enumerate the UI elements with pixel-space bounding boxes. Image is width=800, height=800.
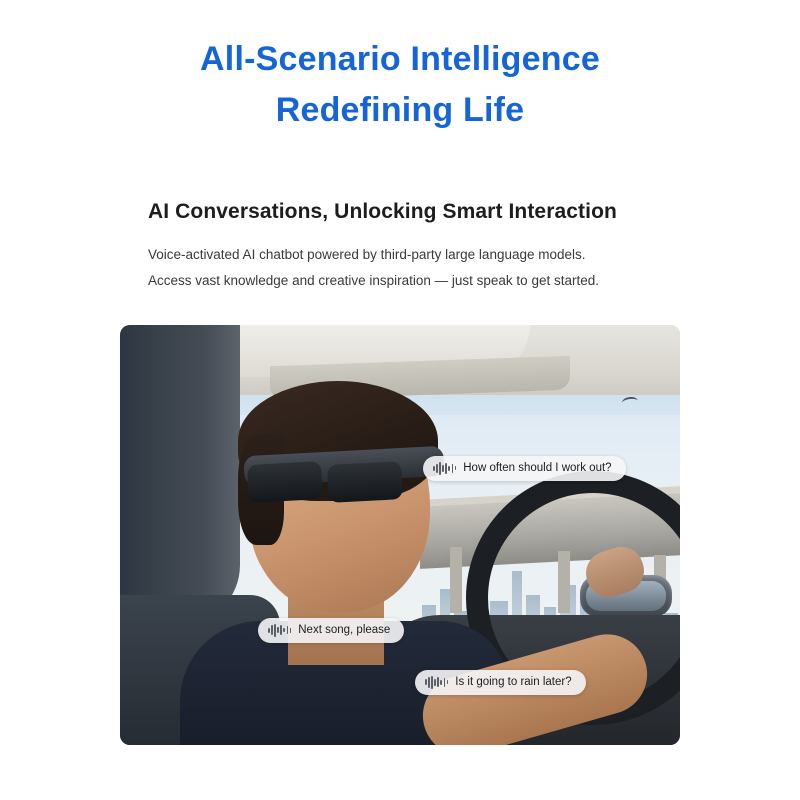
feature-section — [0, 200, 800, 295]
bird-icon — [621, 396, 638, 408]
headline — [0, 0, 800, 136]
voice-waveform-icon — [268, 624, 291, 637]
section-title: AI Conversations, Unlocking Smart Interaction — [148, 200, 617, 223]
voice-bubble — [258, 618, 404, 643]
voice-waveform-icon — [425, 676, 448, 689]
car-pillar-left — [120, 325, 240, 625]
overpass-pier — [450, 547, 462, 613]
voice-waveform-icon — [433, 462, 456, 475]
feature-photo — [120, 325, 680, 745]
headline-line-1: All-Scenario Intelligence — [200, 40, 600, 78]
glasses-lens-right — [327, 461, 403, 503]
voice-bubble — [415, 670, 586, 695]
voice-bubble-text: How often should I work out? — [463, 462, 612, 475]
glasses-lens-left — [247, 461, 323, 503]
voice-bubble — [423, 456, 626, 481]
section-paragraph-line-2: Access vast knowledge and creative inspiration — just speak to get started. — [148, 273, 599, 289]
photo-scene — [120, 325, 680, 745]
section-paragraph-line-1: Voice-activated AI chatbot powered by third-party large language models. — [148, 247, 586, 262]
voice-bubble-text: Is it going to rain later? — [455, 676, 572, 689]
voice-bubble-text: Next song, please — [298, 624, 391, 637]
headline-line-2: Redefining Life — [275, 91, 525, 129]
